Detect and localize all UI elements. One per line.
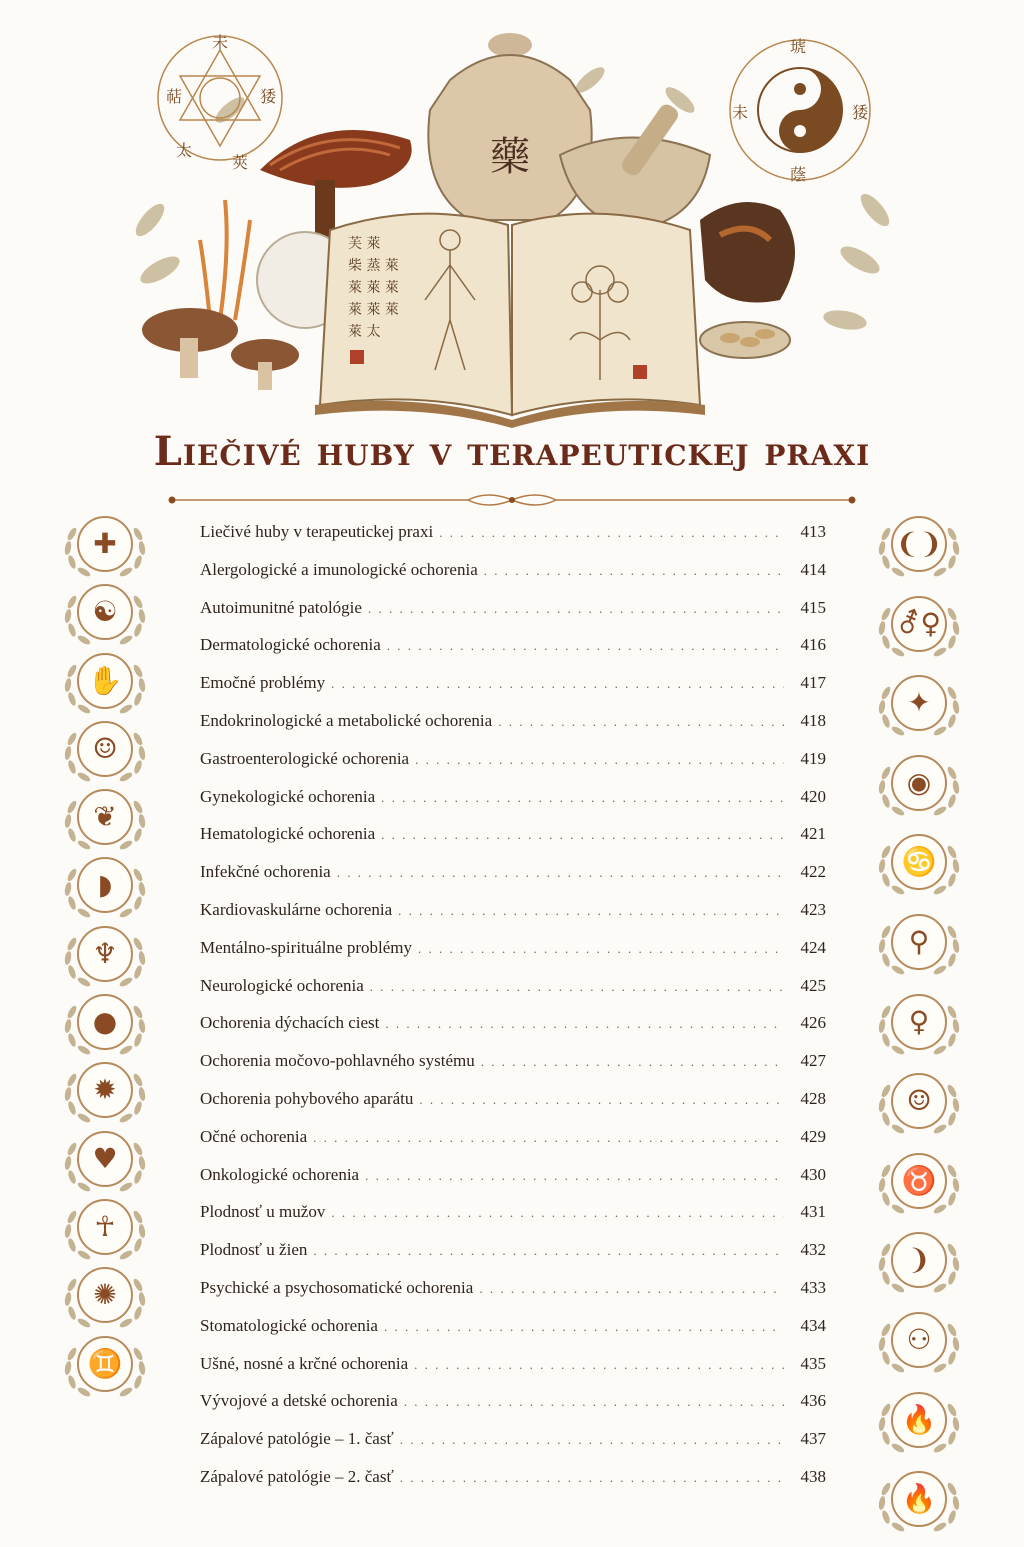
toc-entry[interactable] [200,1051,826,1089]
icon-medallion [50,1195,160,1263]
toc-entry-label: Plodnosť u žien [200,1240,308,1260]
toc-entry[interactable] [200,787,826,825]
toc-entry-label: Hematologické ochorenia [200,824,376,844]
toc-entry[interactable] [200,1127,826,1165]
toc-entry[interactable] [200,711,826,749]
toc-entry-label: Ochorenia pohybového aparátu [200,1088,414,1108]
page-glyph: 芙 萊 [348,236,381,252]
toc-page-number: 422 [800,862,826,882]
toc-entry-label: Plodnosť u mužov [200,1202,326,1222]
seal-glyph: 㹻 [259,87,277,106]
toc-entry[interactable] [200,862,826,900]
toc-entry-label: Dermatologické ochorenia [200,635,381,655]
icon-medallion [864,592,974,672]
seal-glyph: 莢 [231,153,249,172]
toc-page-number: 434 [800,1315,826,1335]
icon-medallion [50,649,160,717]
toc-page-number: 435 [800,1353,826,1373]
open-book [315,214,705,428]
toc-entry[interactable] [200,824,826,862]
icon-medallion [50,580,160,648]
toc-entry[interactable] [200,598,826,636]
toc-leader-dots [331,676,784,692]
toc-entry[interactable] [200,635,826,673]
toc-leader-dots [370,979,784,995]
toc-entry[interactable] [200,522,826,560]
toc-entry-label: Zápalové patológie – 1. časť [200,1429,394,1449]
ear-icon: ❩ [891,1232,947,1288]
icon-medallion [50,512,160,580]
flame-icon: 🔥 [891,1392,947,1448]
toc-entry-label: Očné ochorenia [200,1126,308,1146]
toc-page-number: 431 [800,1202,826,1222]
toc-leader-dots [484,563,784,579]
toc-entry[interactable] [200,1354,826,1392]
toc-page-number: 426 [800,1013,826,1033]
flame-icon-2: 🔥 [891,1471,947,1527]
toc-entry-label: Autoimunitné patológie [200,597,362,617]
toc-page-number: 421 [800,824,826,844]
medicine-jar [428,33,591,220]
toc-leader-dots [398,903,784,919]
toc-entry-label: Gastroenterologické ochorenia [200,748,410,768]
toc-entry-label: Ochorenia dýchacích ciest [200,1013,380,1033]
toc-entry-label: Neurologické ochorenia [200,975,364,995]
toc-leader-dots [365,1168,784,1184]
toc-leader-dots [481,1054,784,1070]
toc-entry[interactable] [200,749,826,787]
jar-glyph: 藥 [490,134,530,180]
seal-glyph: 未 [731,103,749,122]
seal-glyph: 萜 [165,87,183,106]
toc-leader-dots [498,714,784,730]
toc-page-number: 419 [800,748,826,768]
toc-page-number: 438 [800,1466,826,1486]
table-of-contents [200,522,826,1505]
icon-medallion [864,990,974,1070]
title-divider [168,490,856,510]
toc-leader-dots [381,790,784,806]
icon-medallion [50,922,160,990]
toc-leader-dots [400,1432,784,1448]
toc-page-number: 428 [800,1088,826,1108]
page-glyph: 萊 萊 萊 [348,302,399,318]
toc-page-number: 420 [800,786,826,806]
bowl-of-slices [700,322,790,358]
toc-leader-dots [385,1016,784,1032]
joint-bone-icon: ✦ [891,675,947,731]
toc-page-number: 430 [800,1164,826,1184]
family-icon: ⚇ [891,1312,947,1368]
ribbon-icon: ♋ [891,834,947,890]
head-brain-icon: ☺ [77,721,133,777]
icon-medallion [50,990,160,1058]
meditation-icon: ☥ [77,1199,133,1255]
yin-yang-icon: ☯ [77,584,133,640]
toc-entry-label: Onkologické ochorenia [200,1164,360,1184]
toc-leader-dots [400,1470,784,1486]
toc-page-number: 413 [800,522,826,541]
hand-rash-icon: ✋ [77,653,133,709]
cordyceps [200,200,250,320]
thyroid-icon: ❦ [77,789,133,845]
neuron-icon: ✺ [77,1267,133,1323]
toc-entry[interactable] [200,673,826,711]
icon-medallion [864,910,974,990]
shiitake-mushrooms [142,308,299,390]
icon-medallion [864,830,974,910]
toc-entry-label: Endokrinologické a metabolické ochorenia [200,710,493,730]
toc-page-number: 415 [800,597,826,617]
toc-leader-dots [439,525,784,541]
icon-medallion [50,1058,160,1126]
toc-leader-dots [418,941,784,957]
toc-page-number: 414 [800,559,826,579]
head-brain-icon-2: ☺ [891,1073,947,1129]
seal-glyph: 㹻 [851,103,869,122]
icon-medallion [864,512,974,592]
icon-medallion [864,1308,974,1388]
page-glyph: 萊 萊 萊 [348,280,399,296]
toc-leader-dots [313,1130,784,1146]
toc-entry[interactable] [200,1316,826,1354]
toc-leader-dots [404,1394,784,1410]
toc-entry[interactable] [200,1467,826,1505]
toc-page-number: 437 [800,1429,826,1449]
toc-entry-label: Stomatologické ochorenia [200,1315,378,1335]
header-illustration [120,20,904,430]
toc-entry[interactable] [200,1429,826,1467]
uterus-icon: ♆ [77,926,133,982]
kidneys-icon: ❨❩ [891,516,947,572]
icon-medallion [864,1388,974,1468]
toc-entry-label: Mentálno-spirituálne problémy [200,937,412,957]
toc-entry-label: Liečivé huby v terapeutickej praxi [200,522,434,541]
toc-leader-dots [387,638,784,654]
icon-medallion [864,1149,974,1229]
toc-leader-dots [384,1319,784,1335]
toc-entry-label: Emočné problémy [200,673,326,693]
toc-leader-dots [479,1281,784,1297]
toc-entry[interactable] [200,1013,826,1051]
shield-cross-icon: ✚ [77,516,133,572]
toc-entry-label: Infekčné ochorenia [200,862,331,882]
female-symbol-icon: ♀ [891,994,947,1050]
page-title: Liečivé huby v terapeutickej praxi [153,428,871,475]
icon-medallion [864,671,974,751]
toc-entry-label: Zápalové patológie – 2. časť [200,1466,394,1486]
blood-cells-icon: ● [77,994,133,1050]
toc-entry[interactable] [200,938,826,976]
toc-entry-label: Alergologické a imunologické ochorenia [200,559,478,579]
toc-entry[interactable] [200,1240,826,1278]
chaga-mushroom [700,202,795,303]
toc-entry[interactable] [200,560,826,598]
toc-page-number: 417 [800,673,826,693]
toc-page-number: 427 [800,1051,826,1071]
icon-medallion [50,1263,160,1331]
toc-page-number: 416 [800,635,826,655]
toc-entry[interactable] [200,1165,826,1203]
toc-entry[interactable] [200,1278,826,1316]
toc-leader-dots [331,1205,784,1221]
toc-page-number: 432 [800,1240,826,1260]
toc-entry[interactable] [200,1391,826,1429]
icon-medallion [864,1228,974,1308]
toc-leader-dots [313,1243,784,1259]
page-glyph: 萊 太 [348,324,381,340]
toc-leader-dots [415,752,784,768]
toc-page-number: 425 [800,975,826,995]
eye-icon: ◉ [891,755,947,811]
toc-entry-label: Psychické a psychosomatické ochorenia [200,1277,474,1297]
toc-page-number: 418 [800,710,826,730]
lungs-icon: ♊ [77,1336,133,1392]
stomach-icon: ◗ [77,857,133,913]
toc-entry[interactable] [200,976,826,1014]
seal-glyph: 未 [211,33,229,52]
toc-entry[interactable] [200,1089,826,1127]
toc-entry[interactable] [200,1202,826,1240]
herbal-medicine-illustration [120,20,904,430]
tooth-icon: ♉ [891,1153,947,1209]
icon-medallion [50,853,160,921]
toc-leader-dots [337,865,784,881]
toc-entry-label: Kardiovaskulárne ochorenia [200,899,393,919]
icon-medallion [50,1332,160,1400]
heart-icon: ♥ [77,1131,133,1187]
icon-medallion [50,1127,160,1195]
toc-entry-label: Gynekologické ochorenia [200,786,376,806]
toc-entry[interactable] [200,900,826,938]
icon-medallion [864,1467,974,1547]
toc-entry-label: Ušné, nosné a krčné ochorenia [200,1353,409,1373]
left-icon-column [50,512,160,1400]
toc-page-number: 423 [800,899,826,919]
sperm-icon: ⚲ [891,914,947,970]
gender-symbols-icon: ⚦♀ [891,596,947,652]
toc-leader-dots [368,601,784,617]
right-icon-column [864,512,974,1547]
virus-icon: ✹ [77,1062,133,1118]
icon-medallion [864,751,974,831]
toc-page-number: 433 [800,1277,826,1297]
toc-page-number: 436 [800,1391,826,1411]
seal-glyph: 蔭 [789,165,807,184]
toc-page-number: 424 [800,937,826,957]
icon-medallion [50,717,160,785]
seal-glyph: 琥 [789,37,807,56]
toc-leader-dots [381,827,784,843]
page-glyph: 柴 蒸 萊 [348,258,399,274]
icon-medallion [50,785,160,853]
toc-page-number: 429 [800,1126,826,1146]
toc-entry-label: Vývojové a detské ochorenia [200,1391,398,1411]
seal-glyph: 太 [175,141,193,160]
toc-leader-dots [414,1357,784,1373]
right-yin-yang-seal [730,40,870,180]
icon-medallion [864,1069,974,1149]
toc-leader-dots [419,1092,784,1108]
toc-entry-label: Ochorenia močovo-pohlavného systému [200,1051,475,1071]
